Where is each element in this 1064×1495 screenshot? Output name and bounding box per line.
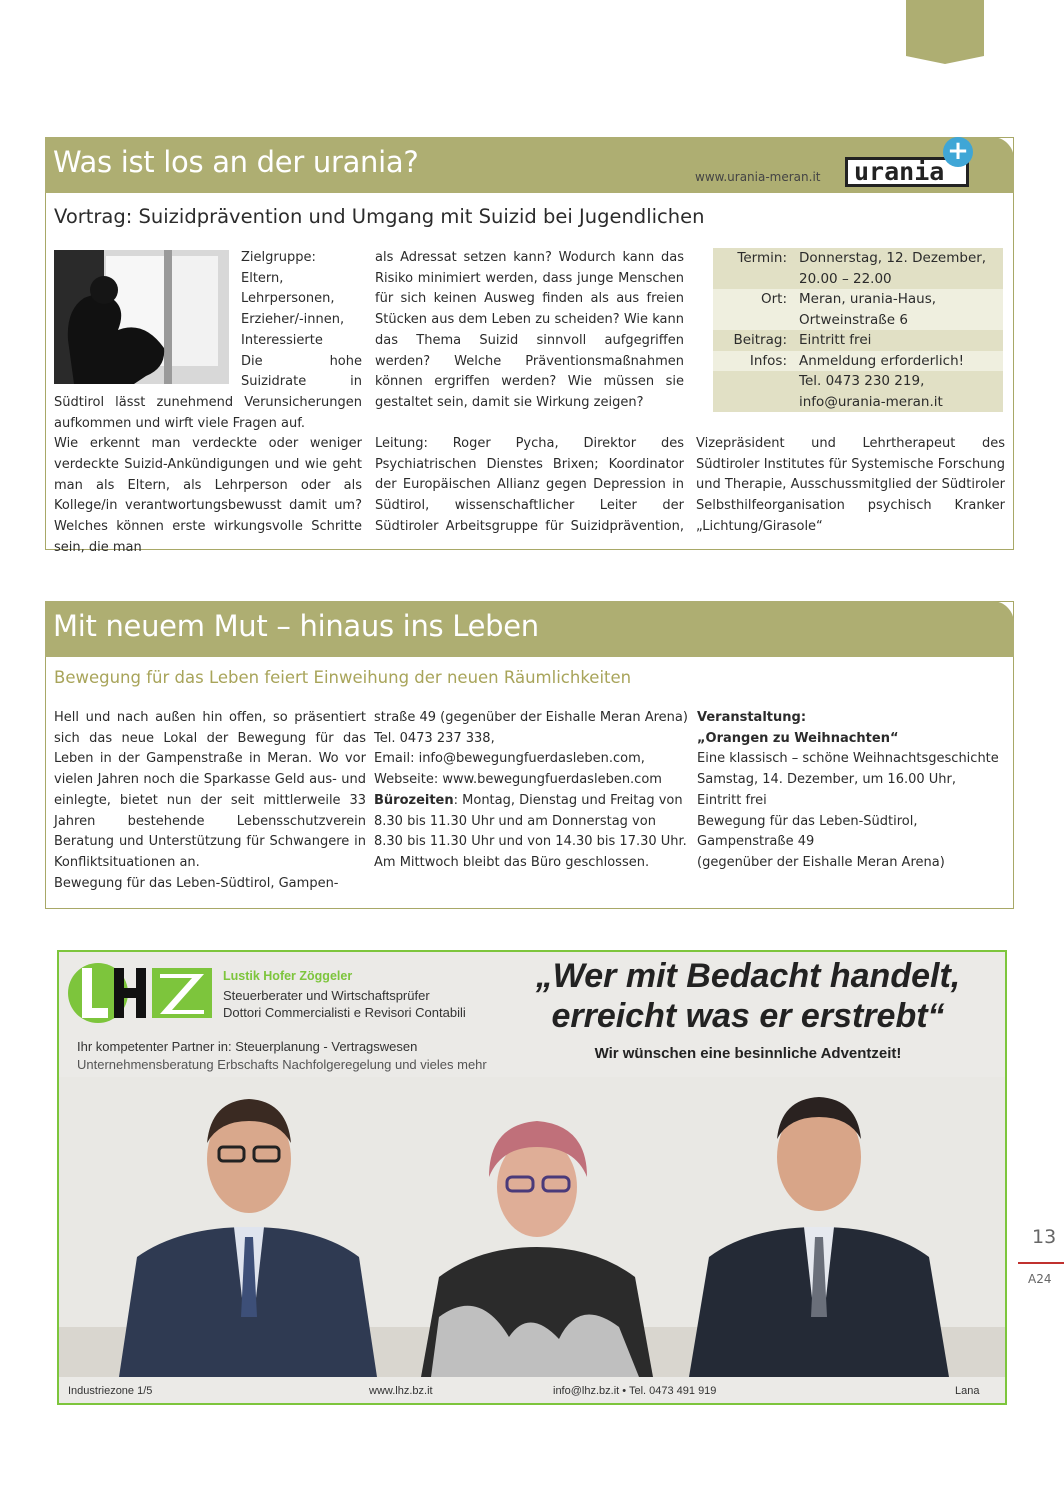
page-number: 13 xyxy=(1032,1226,1057,1248)
info-row-contact xyxy=(713,371,1003,412)
info-row-beitrag xyxy=(713,330,1003,351)
team-photo xyxy=(59,1077,1005,1377)
urania-header-band xyxy=(45,137,1014,193)
bewegung-column-1 xyxy=(54,708,366,894)
info-value: Donnerstag, 12. Dezember, 20.00 – 22.00 xyxy=(799,250,987,287)
company-name: Lustik Hofer Zöggeler xyxy=(223,969,353,983)
urania-leitung xyxy=(375,434,1005,538)
footer-address: Industriezone 1/5 xyxy=(68,1385,153,1397)
lhz-advertisement xyxy=(57,950,1007,1405)
bewegung-col1-text: Hell und nach außen hin offen, so präsentiert sich das neue Lokal der Bewegung für das Leben in der Gampenstraße in Meran. Wo vor vielen Jahren noch die Sparkasse Geld aus- und einlegte, bietet nun der seit mittlerweile 33 Jahren bestehende Lebensschutzverein Beratung und Unterstützung für Schwangere in Konfliktsituationen an. Bewegung für das Leben-Südtirol, Gampen- xyxy=(54,710,366,891)
info-value: Eintritt frei xyxy=(799,332,872,348)
footer-contact[interactable]: info@lhz.bz.it • Tel. 0473 491 919 xyxy=(553,1385,717,1397)
buerozeiten-text: : Montag, Dienstag und Freitag von 8.30 bis 11.30 Uhr und am Donnerstag von 8.30 bis 11.30 Uhr und von 14.30 bis 17.30 Uhr. Am Mittwoch bleibt das Büro geschlossen. xyxy=(374,792,687,870)
info-row-infos xyxy=(713,351,1003,372)
partner-text: Ihr kompetenter Partner in: Steuerplanung - Vertragswesen xyxy=(77,1039,418,1054)
page-number-divider xyxy=(1018,1262,1064,1264)
info-value: Meran, urania-Haus, Ortweinstraße 6 xyxy=(799,291,937,328)
article-photo xyxy=(54,250,229,384)
bewegung-subtitle: Bewegung für das Leben feiert Einweihung der neuen Räumlichkeiten xyxy=(54,668,632,687)
urania-url[interactable]: www.urania-meran.it xyxy=(695,170,821,184)
veranstaltung-label: Veranstaltung: xyxy=(697,710,807,725)
bewegung-col2-contact: straße 49 (gegenüber der Eishalle Meran Arena) Tel. 0473 237 338, Email: info@bewegungfuerdasleben.com, Webseite: www.bewegungfuerdasleben.com xyxy=(374,710,688,788)
window-silhouette-image xyxy=(54,250,229,384)
urania-logo: urania xyxy=(845,157,969,187)
bewegung-column-2 xyxy=(374,708,689,874)
info-key: Infos: xyxy=(749,352,787,369)
bewegung-header-title: Mit neuem Mut – hinaus ins Leben xyxy=(53,609,539,643)
info-value: Anmeldung erforderlich! xyxy=(799,352,965,369)
bewegung-header-band xyxy=(45,601,1014,657)
urania-column-2 xyxy=(375,248,684,414)
footer-website[interactable]: www.lhz.bz.it xyxy=(369,1385,433,1397)
ad-quote: „Wer mit Bedacht handelt, erreicht was er erstrebt“ xyxy=(535,957,961,1035)
bewegung-article xyxy=(45,601,1014,909)
page-code: A24 xyxy=(1028,1272,1052,1286)
info-value: Tel. 0473 230 219, info@urania-meran.it xyxy=(799,373,943,410)
urania-header-title: Was ist los an der urania? xyxy=(53,145,419,179)
company-line-2: Dottori Commercialisti e Revisori Contabili xyxy=(223,1005,466,1020)
urania-col2-text: als Adressat setzen kann? Wodurch kann das Risiko minimiert werden, dass junge Menschen für sich keinen Ausweg finden als aus freien Stücken aus dem Leben zu scheiden? Wie kann das Thema Suizid sinnvoll aufgegriffen werden? Welche Präventionsmaßnahmen können ergriffen werden? Wie müssen sie gestaltet sein, damit sie Wirkung zeigen? xyxy=(375,250,684,410)
urania-column-1 xyxy=(54,248,362,559)
info-key xyxy=(713,371,793,412)
lhz-logo xyxy=(64,960,224,1030)
info-key: Beitrag: xyxy=(733,332,787,348)
urania-article xyxy=(45,136,1014,555)
ad-wish: Wir wünschen eine besinnliche Adventzeit! xyxy=(594,1045,902,1062)
info-key: Termin: xyxy=(737,250,787,266)
services-text: Unternehmensberatung Erbschafts Nachfolgeregelung und vieles mehr xyxy=(77,1057,487,1072)
veranstaltung-title: „Orangen zu Weihnachten“ xyxy=(697,730,899,746)
urania-subtitle: Vortrag: Suizidprävention und Umgang mit Suizid bei Jugendlichen xyxy=(54,205,705,228)
buerozeiten-label: Bürozeiten xyxy=(374,792,454,808)
info-row-termin xyxy=(713,248,1003,289)
footer-city: Lana xyxy=(955,1385,980,1397)
plus-icon: + xyxy=(943,137,973,167)
urania-col1-text: Zielgruppe: Eltern, Lehrpersonen, Erzieher/-innen, Interessierte Die hohe Suizidrate in Südtirol lässt zunehmend Verunsicherungen aufkommen und wirft viele Fragen auf. Wie erkennt man verdeckte oder weniger verdeckte Suizid-Ankündigungen und wie geht man als Eltern, als Lehrperson oder als Kollege/in verantwortungsbewusst damit um? Welches können erste wirkungsvolle Schritte sein, die man xyxy=(54,250,362,555)
page-tab-shape xyxy=(906,0,984,64)
urania-leitung-text: Leitung: Roger Pycha, Direktor des Psychiatrischen Dienstes Brixen; Koordinator der Europäischen Allianz gegen Depression in Südtirol, wissenschaftlicher Leiter der Südtiroler Arbeitsgruppe für Suizidprävention, Vizepräsident und Lehrtherapeut des Südtiroler Institutes für Systemische Forschung und Therapie, Ausschussmitglied der Südtiroler Selbsthilfeorganisation psychisch Kranker „Lichtung/Girasole“ xyxy=(375,436,1005,534)
company-line-1: Steuerberater und Wirtschaftsprüfer xyxy=(223,988,430,1003)
veranstaltung-text: Eine klassisch – schöne Weihnachtsgeschichte Samstag, 14. Dezember, um 16.00 Uhr, Eintritt frei Bewegung für das Leben-Südtirol, Gampenstraße 49 (gegenüber der Eishalle Meran Arena) xyxy=(697,751,999,870)
info-key: Ort: xyxy=(760,291,787,307)
event-info-table xyxy=(713,248,1003,412)
bewegung-col2-hours xyxy=(374,791,689,874)
info-row-ort xyxy=(713,289,1003,330)
bewegung-column-3 xyxy=(697,708,1009,874)
